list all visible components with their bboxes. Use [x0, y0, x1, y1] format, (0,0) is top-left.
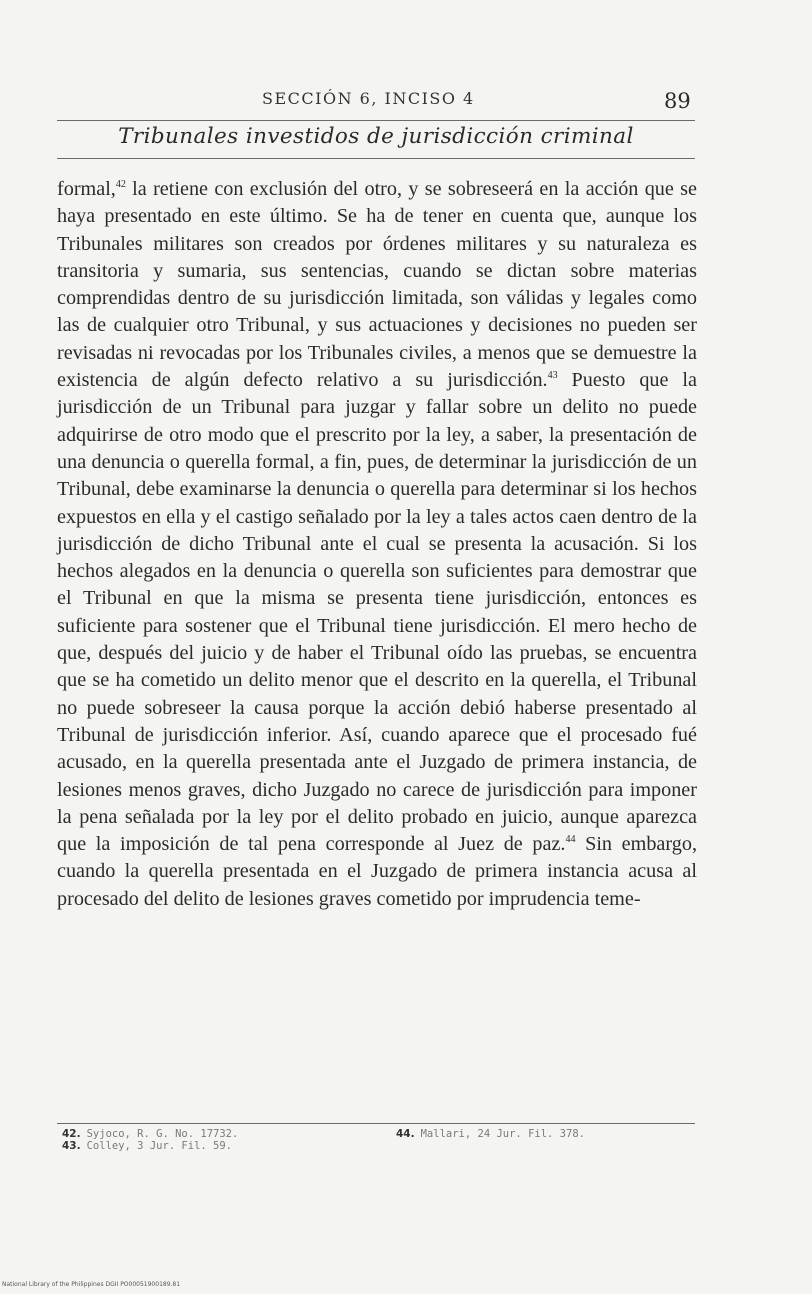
- footnote-number: 43.: [62, 1140, 81, 1152]
- footnote-text: Mallari, 24 Jur. Fil. 378.: [420, 1128, 585, 1140]
- section-label: SECCIÓN 6, INCISO 4: [262, 89, 475, 108]
- footnote-ref-44[interactable]: 44: [565, 834, 576, 846]
- header-rule-bottom: [57, 158, 695, 159]
- body-paragraph: [57, 176, 697, 913]
- chapter-title: Tribunales investidos de jurisdicción criminal: [118, 124, 634, 149]
- footnote-42: [62, 1128, 362, 1140]
- footnote-text: Syjoco, R. G. No. 17732.: [86, 1128, 239, 1140]
- library-watermark: National Library of the Philippines DGII PO00051900189.81: [2, 1281, 181, 1288]
- footnote-text: Colley, 3 Jur. Fil. 59.: [86, 1140, 233, 1152]
- footnote-number: 44.: [396, 1128, 415, 1140]
- footnotes-right-column: [396, 1128, 696, 1140]
- body-segment-4: Sin embargo, cuando la querella presentada en el Juzgado de primera instancia acusa al procesado del delito de lesiones graves cometido por imprudencia teme-: [57, 833, 697, 910]
- running-head: [0, 87, 812, 115]
- footnote-44: [396, 1128, 696, 1140]
- footnote-ref-43[interactable]: 43: [547, 370, 558, 382]
- footnote-ref-42[interactable]: 42: [115, 179, 126, 190]
- footnote-rule: [57, 1123, 695, 1124]
- header-rule-top: [57, 120, 695, 121]
- footnote-number: 42.: [62, 1128, 81, 1140]
- footnote-43: [62, 1140, 362, 1152]
- body-segment-2: la retiene con exclusión del otro, y se sobreseerá en la acción que se haya presentado en este último. Se ha de tener en cuenta que, aunque los Tribunales militares son creados por órdenes militares y su naturaleza es transitoria y sumaria, sus sentencias, cuando se dictan sobre materias comprendidas dentro de su jurisdicción limitada, son válidas y legales como las de cualquier otro Tribunal, y sus actuaciones y decisiones no pueden ser revisadas ni revocadas por los Tribunales civiles, a menos que se demuestre la existencia de algún defecto relativo a su jurisdicción.: [57, 178, 697, 392]
- footnotes-left-column: [62, 1128, 362, 1152]
- body-segment-3: Puesto que la jurisdicción de un Tribunal para juzgar y fallar sobre un delito no puede adquirirse de otro modo que el prescrito por la ley, a saber, la presentación de una denuncia o querella formal, a fin, pues, de determinar la jurisdicción de un Tribunal, debe examinarse la denuncia o querella para determinar si los hechos expuestos en ella y el castigo señalado por la ley a tales actos caen dentro de la jurisdicción de dicho Tribunal ante el cual se presenta la acusación. Si los hechos alegados en la denuncia o querella son suficientes para demostrar que el Tribunal en que la misma se presenta tiene jurisdicción, entonces es suficiente para sostener que el Tribunal tiene jurisdicción. El mero hecho de que, después del juicio y de haber el Tribunal oído las pruebas, se encuentra que se ha cometido un delito menor que el descrito en la querella, el Tribunal no puede sobreseer la causa porque la acción debió haberse presentado al Tribunal de jurisdicción inferior. Así, cuando aparece que el procesado fué acusado, en la querella presentada ante el Juzgado de primera instancia, de lesiones menos graves, dicho Juzgado no carece de jurisdicción para imponer la pena señalada por la ley por el delito probado en juicio, aunque aparezca que la imposición de tal pena corresponde al Juez de paz.: [57, 369, 698, 856]
- body-segment-1: formal,: [57, 178, 116, 200]
- page-number: 89: [664, 89, 691, 113]
